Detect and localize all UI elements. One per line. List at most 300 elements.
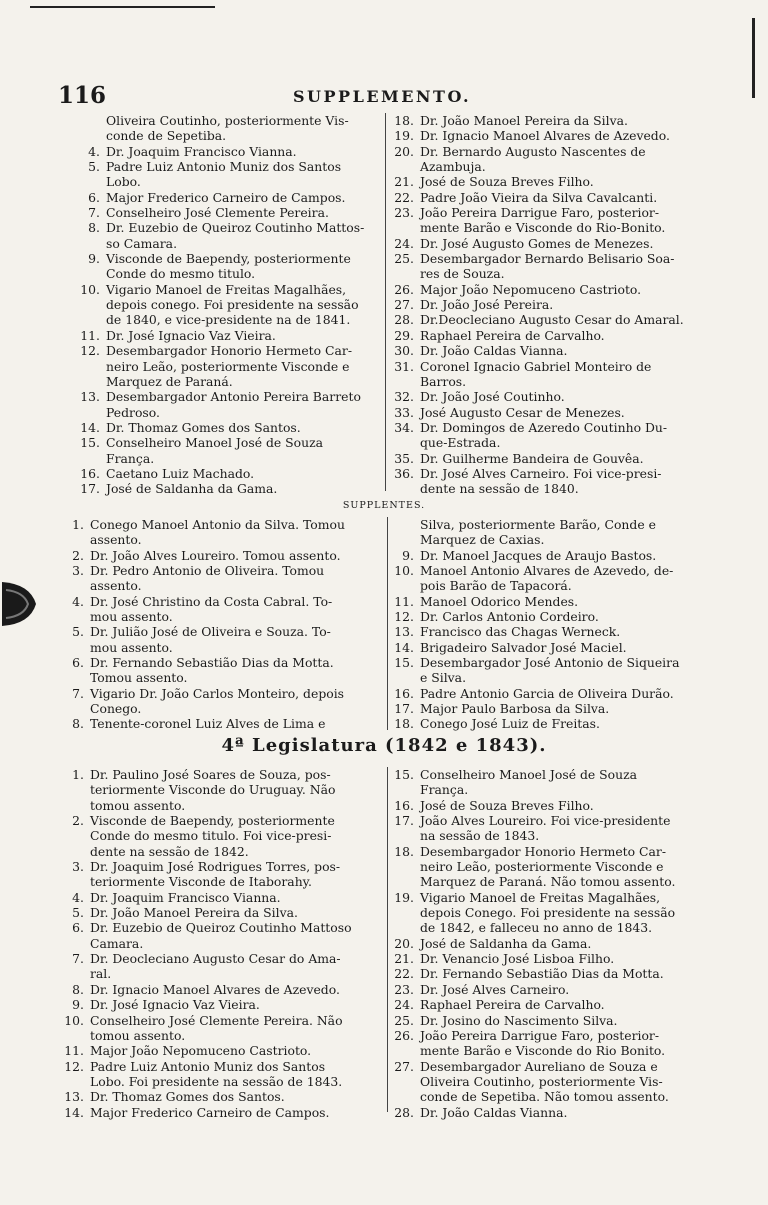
entry-line: Visconde de Baependy, posteriormente	[106, 251, 351, 267]
entry-line: Visconde de Baependy, posteriormente	[90, 813, 335, 829]
legislatura-right-column	[372, 767, 710, 1120]
entry-line: Major Frederico Carneiro de Campos.	[106, 189, 346, 205]
entry-number: 33.	[394, 404, 414, 420]
entry-number: 29.	[394, 327, 414, 343]
entry-number: 22.	[394, 189, 414, 205]
list-item	[372, 798, 710, 813]
entry-number: 23.	[394, 205, 414, 221]
list-item	[58, 389, 384, 420]
entry-line: Marquez de Paraná. Não tomou assento.	[420, 874, 676, 890]
entry-line: depois Conego. Foi presidente na sessão	[420, 905, 676, 921]
list-item	[42, 624, 384, 655]
entry-number: 17.	[394, 813, 414, 829]
list-item	[58, 251, 384, 282]
list-item	[372, 609, 710, 624]
list-item	[372, 389, 710, 404]
entry-line: conde de Sepetiba.	[106, 128, 227, 144]
entry-line: Dr. José Alves Carneiro. Foi vice-presi-	[420, 465, 662, 481]
list-item	[58, 481, 384, 496]
entry-number: 4.	[72, 889, 84, 905]
entry-line: conde de Sepetiba. Não tomou assento.	[420, 1089, 669, 1105]
entry-number: 1.	[72, 517, 84, 532]
entry-number: 8.	[72, 716, 84, 732]
list-item	[42, 982, 384, 997]
entry-number: 7.	[72, 951, 84, 967]
list-item	[372, 205, 710, 236]
entry-line: neiro Leão, posteriormente Visconde e	[106, 358, 350, 374]
entry-line: Dr. Deocleciano Augusto Cesar do Ama-	[90, 951, 341, 967]
page-number: 116	[58, 82, 107, 109]
entry-number: 7.	[88, 205, 100, 221]
entry-number: 9.	[88, 251, 100, 267]
entry-line: tomou assento.	[90, 797, 186, 813]
list-item	[372, 686, 710, 701]
entry-number: 15.	[394, 655, 414, 671]
list-item	[372, 548, 710, 563]
entry-line: João Pereira Darrigue Faro, posterior-	[420, 205, 660, 221]
entry-line: mente Barão e Visconde do Rio Bonito.	[420, 1043, 666, 1059]
entry-line: Marquez de Paraná.	[106, 373, 233, 389]
entry-line: Dr. João José Coutinho.	[420, 389, 565, 405]
entry-line: Tenente-coronel Luiz Alves de Lima e	[90, 716, 326, 732]
entry-line: Desembargador Aureliano de Souza e	[420, 1058, 658, 1074]
entry-line: Dr. Thomaz Gomes dos Santos.	[90, 1089, 285, 1105]
entry-number: 13.	[64, 1089, 84, 1105]
supplentes-heading: SUPPLENTES.	[342, 500, 426, 511]
entry-line: Barros.	[420, 373, 467, 389]
binding-clip-icon	[0, 578, 42, 630]
list-item	[372, 236, 710, 251]
entry-number: 12.	[394, 609, 414, 625]
entry-line: Lobo. Foi presidente na sessão de 1843.	[90, 1073, 343, 1089]
list-item	[372, 420, 710, 451]
list-item	[42, 716, 384, 731]
entry-line: Dr. Pedro Antonio de Oliveira. Tomou	[90, 563, 325, 579]
entry-line: Camara.	[90, 935, 144, 951]
page-header	[58, 82, 698, 110]
entry-number: 15.	[80, 435, 100, 451]
list-item	[372, 813, 710, 844]
list-item	[372, 563, 710, 594]
entry-line: Dr. Ignacio Manoel Alvares de Azevedo.	[420, 128, 670, 144]
entry-number: 5.	[72, 624, 84, 640]
list-item	[372, 844, 710, 890]
entry-number: 14.	[80, 419, 100, 435]
entry-line: teriormente Visconde de Itaborahy.	[90, 874, 312, 890]
entry-line: neiro Leão, posteriormente Visconde e	[420, 859, 664, 875]
entry-line: dente na sessão de 1840.	[420, 481, 579, 497]
entry-line: res de Souza.	[420, 266, 505, 282]
entry-line: José de Saldanha da Gama.	[420, 935, 592, 951]
entry-number: 18.	[394, 716, 414, 732]
entry-line: Raphael Pereira de Carvalho.	[420, 327, 605, 343]
list-item	[42, 1105, 384, 1120]
entry-line: Dr. Ignacio Manoel Alvares de Azevedo.	[90, 981, 340, 997]
list-item	[42, 813, 384, 859]
list-item	[372, 144, 710, 175]
entry-number: 3.	[72, 859, 84, 875]
entry-line: Dr. Joaquim Francisco Vianna.	[106, 143, 297, 159]
list-item	[42, 1059, 384, 1090]
entry-line: Dr. Joaquim José Rodrigues Torres, pos-	[90, 859, 341, 875]
entry-line: Major Paulo Barbosa da Silva.	[420, 701, 610, 717]
entry-line: Dr. Julião José de Oliveira e Souza. To-	[90, 624, 331, 640]
entry-line: mente Barão e Visconde do Rio-Bonito.	[420, 220, 666, 236]
list-item	[42, 890, 384, 905]
entry-line: Coronel Ignacio Gabriel Monteiro de	[420, 358, 652, 374]
list-item	[372, 174, 710, 189]
entry-line: assento.	[90, 532, 142, 548]
entry-line: Major Frederico Carneiro de Campos.	[90, 1104, 330, 1120]
entry-line: Conego Manoel Antonio da Silva. Tomou	[90, 517, 345, 532]
entry-line: na sessão de 1843.	[420, 828, 540, 844]
entry-line: Caetano Luiz Machado.	[106, 465, 255, 481]
entry-line: Dr. Fernando Sebastião Dias da Motta.	[420, 966, 664, 982]
list-item	[58, 435, 384, 466]
entry-line: de 1842, e falleceu no anno de 1843.	[420, 920, 653, 936]
entry-line: Dr. Domingos de Azeredo Coutinho Du-	[420, 419, 668, 435]
list-item	[58, 220, 384, 251]
entry-line: Conde do mesmo titulo. Foi vice-presi-	[90, 828, 332, 844]
list-item	[42, 686, 384, 717]
list-item	[372, 997, 710, 1012]
entry-line: Dr. João Manoel Pereira da Silva.	[420, 113, 628, 128]
entry-line: Dr. Bernardo Augusto Nascentes de	[420, 143, 646, 159]
entry-line: Manoel Antonio Alvares de Azevedo, de-	[420, 563, 674, 579]
entry-line: Dr. Euzebio de Queiroz Coutinho Mattos-	[106, 220, 365, 236]
entry-line: dente na sessão de 1842.	[90, 843, 249, 859]
entry-number: 16.	[394, 685, 414, 701]
entry-number: 10.	[80, 281, 100, 297]
list-item	[42, 905, 384, 920]
entry-number: 1.	[72, 767, 84, 782]
list-item	[58, 144, 384, 159]
list-item	[42, 594, 384, 625]
entry-number: 24.	[394, 235, 414, 251]
entry-line: pois Barão de Tapacorá.	[420, 578, 572, 594]
entry-line: João Alves Loureiro. Foi vice-presidente	[420, 813, 671, 829]
entry-line: Padre João Vieira da Silva Cavalcanti.	[420, 189, 658, 205]
entry-line: Major João Nepomuceno Castrioto.	[420, 281, 642, 297]
entry-line: tomou assento.	[90, 1027, 186, 1043]
entry-line: Azambuja.	[420, 159, 486, 175]
list-item	[42, 563, 384, 594]
supplentes-right-column	[372, 517, 710, 732]
entry-number: 34.	[394, 419, 414, 435]
entry-number: 21.	[394, 951, 414, 967]
entry-line: Padre Antonio Garcia de Oliveira Durão.	[420, 685, 674, 701]
entry-line: Conselheiro Manoel José de Souza	[106, 435, 324, 451]
list-item	[372, 251, 710, 282]
entry-line: Tomou assento.	[90, 670, 188, 686]
entry-line: Major João Nepomuceno Castrioto.	[90, 1043, 312, 1059]
entry-line: Dr. João Caldas Vianna.	[420, 343, 568, 359]
entry-number: 4.	[88, 143, 100, 159]
entry-line: Dr. Euzebio de Queiroz Coutinho Mattoso	[90, 920, 352, 936]
entry-line: Lobo.	[106, 174, 141, 190]
entry-line: João Pereira Darrigue Faro, posterior-	[420, 1027, 660, 1043]
entry-number: 10.	[64, 1012, 84, 1028]
entry-number: 26.	[394, 281, 414, 297]
entry-line: ral.	[90, 966, 112, 982]
entry-line: que-Estrada.	[420, 435, 501, 451]
entry-line: Dr. Fernando Sebastião Dias da Motta.	[90, 655, 334, 671]
entry-number: 3.	[72, 563, 84, 579]
section1-left-column	[58, 113, 384, 497]
list-item	[372, 297, 710, 312]
entry-line: Silva, posteriormente Barão, Conde e	[420, 517, 656, 532]
list-item	[58, 466, 384, 481]
entry-number: 6.	[72, 920, 84, 936]
entry-number: 9.	[72, 997, 84, 1013]
list-item	[372, 359, 710, 390]
entry-line: Vigario Manoel de Freitas Magalhães,	[106, 281, 347, 297]
entry-number: 6.	[88, 189, 100, 205]
entry-number: 11.	[80, 327, 100, 343]
list-item	[372, 624, 710, 639]
entry-number: 10.	[394, 563, 414, 579]
list-item	[42, 1089, 384, 1104]
list-item	[372, 328, 710, 343]
entry-number: 13.	[80, 389, 100, 405]
entry-line: Francisco das Chagas Werneck.	[420, 624, 621, 640]
list-item	[372, 966, 710, 981]
entry-number: 16.	[80, 465, 100, 481]
section1-right-column	[372, 113, 710, 497]
legislatura-heading: 4ª Legislatura (1842 e 1843).	[221, 735, 547, 756]
entry-line: Dr. Carlos Antonio Cordeiro.	[420, 609, 599, 625]
entry-number: 31.	[394, 358, 414, 374]
entry-line: Desembargador Bernardo Belisario Soa-	[420, 251, 675, 267]
entry-number: 5.	[88, 159, 100, 175]
entry-number: 14.	[64, 1104, 84, 1120]
entry-number: 20.	[394, 935, 414, 951]
list-item	[372, 890, 710, 936]
entry-number: 14.	[394, 639, 414, 655]
entry-line: Dr. João Caldas Vianna.	[420, 1104, 568, 1120]
list-item	[42, 951, 384, 982]
entry-line: Dr. Guilherme Bandeira de Gouvêa.	[420, 450, 644, 466]
list-item	[372, 951, 710, 966]
entry-number: 32.	[394, 389, 414, 405]
entry-number: 9.	[402, 547, 414, 563]
list-item	[42, 548, 384, 563]
entry-line: Conselheiro José Clemente Pereira. Não	[90, 1012, 343, 1028]
entry-line: Brigadeiro Salvador José Maciel.	[420, 639, 627, 655]
entry-number: 19.	[394, 128, 414, 144]
list-item	[372, 128, 710, 143]
entry-line: de 1840, e vice-presidente na de 1841.	[106, 312, 351, 328]
entry-line: Manoel Odorico Mendes.	[420, 593, 579, 609]
entry-number: 15.	[394, 767, 414, 782]
list-item	[372, 312, 710, 327]
entry-line: Dr. João Manoel Pereira da Silva.	[90, 905, 298, 921]
entry-line: Dr. Josino do Nascimento Silva.	[420, 1012, 618, 1028]
entry-number: 2.	[72, 813, 84, 829]
entry-line: Vigario Dr. João Carlos Monteiro, depois	[90, 685, 345, 701]
column-divider	[387, 517, 388, 730]
entry-line: Conego José Luiz de Freitas.	[420, 716, 600, 732]
entry-number: 25.	[394, 251, 414, 267]
entry-line: Desembargador Antonio Pereira Barreto	[106, 389, 361, 405]
entry-number: 6.	[72, 655, 84, 671]
list-item	[58, 159, 384, 190]
right-edge-rule	[752, 18, 755, 98]
entry-number: 4.	[72, 593, 84, 609]
list-item	[372, 282, 710, 297]
list-item	[372, 716, 710, 731]
entry-number: 11.	[394, 593, 414, 609]
list-item	[42, 997, 384, 1012]
entry-line: Dr. Thomaz Gomes dos Santos.	[106, 419, 301, 435]
list-item	[372, 1028, 710, 1059]
entry-line: Dr. Venancio José Lisboa Filho.	[420, 951, 615, 967]
list-item	[372, 767, 710, 798]
entry-line: Dr. Manoel Jacques de Araujo Bastos.	[420, 547, 657, 563]
list-item	[372, 594, 710, 609]
entry-number: 28.	[394, 1104, 414, 1120]
entry-line: Dr. João José Pereira.	[420, 297, 554, 313]
entry-number: 30.	[394, 343, 414, 359]
entry-number: 19.	[394, 889, 414, 905]
list-item	[372, 640, 710, 655]
entry-number: 23.	[394, 981, 414, 997]
list-item	[372, 1105, 710, 1120]
entry-line: Dr. João Alves Loureiro. Tomou assento.	[90, 547, 341, 563]
entry-number: 13.	[394, 624, 414, 640]
list-item	[372, 451, 710, 466]
supplentes-left-column	[42, 517, 384, 732]
column-divider	[385, 113, 386, 491]
list-item	[42, 920, 384, 951]
entry-number: 18.	[394, 843, 414, 859]
list-item	[42, 1013, 384, 1044]
column-divider	[387, 767, 388, 1112]
list-item	[372, 405, 710, 420]
entry-number: 5.	[72, 905, 84, 921]
entry-line: Conego.	[90, 701, 142, 717]
entry-line: França.	[420, 782, 469, 798]
list-item	[42, 859, 384, 890]
entry-number: 27.	[394, 1058, 414, 1074]
entry-line: Padre Luiz Antonio Muniz dos Santos	[90, 1058, 326, 1074]
entry-line: assento.	[90, 578, 142, 594]
entry-number: 8.	[88, 220, 100, 236]
entry-line: Oliveira Coutinho, posteriormente Vis-	[106, 113, 349, 128]
entry-line: Dr. José Christino da Costa Cabral. To-	[90, 593, 333, 609]
entry-number: 27.	[394, 297, 414, 313]
list-item	[372, 982, 710, 997]
entry-line: Conselheiro José Clemente Pereira.	[106, 205, 329, 221]
entry-number: 26.	[394, 1027, 414, 1043]
entry-number: 17.	[394, 701, 414, 717]
entry-line: José de Souza Breves Filho.	[420, 174, 594, 190]
entry-number: 7.	[72, 685, 84, 701]
entry-number: 24.	[394, 997, 414, 1013]
entry-line: Desembargador Honorio Hermeto Car-	[420, 843, 667, 859]
entry-number: 11.	[64, 1043, 84, 1059]
entry-number: 20.	[394, 143, 414, 159]
list-item	[372, 343, 710, 358]
list-item	[58, 113, 384, 144]
entry-line: so Camara.	[106, 235, 178, 251]
list-item	[58, 420, 384, 435]
entry-number: 28.	[394, 312, 414, 328]
list-item	[372, 1059, 710, 1105]
entry-line: e Silva.	[420, 670, 467, 686]
entry-line: Desembargador José Antonio de Siqueira	[420, 655, 680, 671]
list-item	[58, 328, 384, 343]
list-item	[372, 113, 710, 128]
entry-line: Oliveira Coutinho, posteriormente Vis-	[420, 1073, 663, 1089]
entry-line: Dr. José Ignacio Vaz Vieira.	[106, 327, 276, 343]
entry-line: Pedroso.	[106, 404, 160, 420]
entry-line: mou assento.	[90, 609, 173, 625]
entry-line: teriormente Visconde do Uruguay. Não	[90, 782, 336, 798]
entry-number: 35.	[394, 450, 414, 466]
entry-number: 2.	[72, 547, 84, 563]
entry-line: José Augusto Cesar de Menezes.	[420, 404, 625, 420]
entry-line: Dr. Paulino José Soares de Souza, pos-	[90, 767, 331, 782]
list-item	[58, 190, 384, 205]
list-item	[42, 655, 384, 686]
list-item	[372, 190, 710, 205]
list-item	[58, 282, 384, 328]
entry-line: França.	[106, 450, 155, 466]
entry-number: 12.	[64, 1058, 84, 1074]
top-rule	[30, 6, 215, 8]
list-item	[372, 517, 710, 548]
entry-number: 16.	[394, 797, 414, 813]
entry-number: 22.	[394, 966, 414, 982]
entry-line: mou assento.	[90, 639, 173, 655]
running-title: SUPPLEMENTO.	[293, 87, 472, 106]
entry-line: Dr. José Augusto Gomes de Menezes.	[420, 235, 654, 251]
list-item	[58, 205, 384, 220]
entry-line: Vigario Manoel de Freitas Magalhães,	[420, 889, 661, 905]
list-item	[42, 1043, 384, 1058]
entry-number: 25.	[394, 1012, 414, 1028]
entry-line: Dr. José Alves Carneiro.	[420, 981, 570, 997]
entry-line: depois conego. Foi presidente na sessão	[106, 297, 359, 313]
list-item	[42, 767, 384, 813]
entry-line: Raphael Pereira de Carvalho.	[420, 997, 605, 1013]
entry-line: Desembargador Honorio Hermeto Car-	[106, 343, 353, 359]
list-item	[372, 936, 710, 951]
list-item	[372, 1013, 710, 1028]
entry-line: José de Souza Breves Filho.	[420, 797, 594, 813]
entry-line: José de Saldanha da Gama.	[106, 481, 278, 497]
legislatura-left-column	[42, 767, 384, 1120]
entry-number: 12.	[80, 343, 100, 359]
entry-line: Dr. José Ignacio Vaz Vieira.	[90, 997, 260, 1013]
entry-line: Padre Luiz Antonio Muniz dos Santos	[106, 159, 342, 175]
entry-line: Dr. Joaquim Francisco Vianna.	[90, 889, 281, 905]
entry-number: 21.	[394, 174, 414, 190]
list-item	[58, 343, 384, 389]
entry-number: 8.	[72, 981, 84, 997]
entry-line: Dr.Deocleciano Augusto Cesar do Amaral.	[420, 312, 684, 328]
entry-line: Marquez de Caxias.	[420, 532, 545, 548]
entry-line: Conselheiro Manoel José de Souza	[420, 767, 638, 782]
list-item	[372, 466, 710, 497]
entry-number: 17.	[80, 481, 100, 497]
list-item	[372, 701, 710, 716]
entry-number: 18.	[394, 113, 414, 128]
entry-line: Conde do mesmo titulo.	[106, 266, 256, 282]
list-item	[42, 517, 384, 548]
list-item	[372, 655, 710, 686]
